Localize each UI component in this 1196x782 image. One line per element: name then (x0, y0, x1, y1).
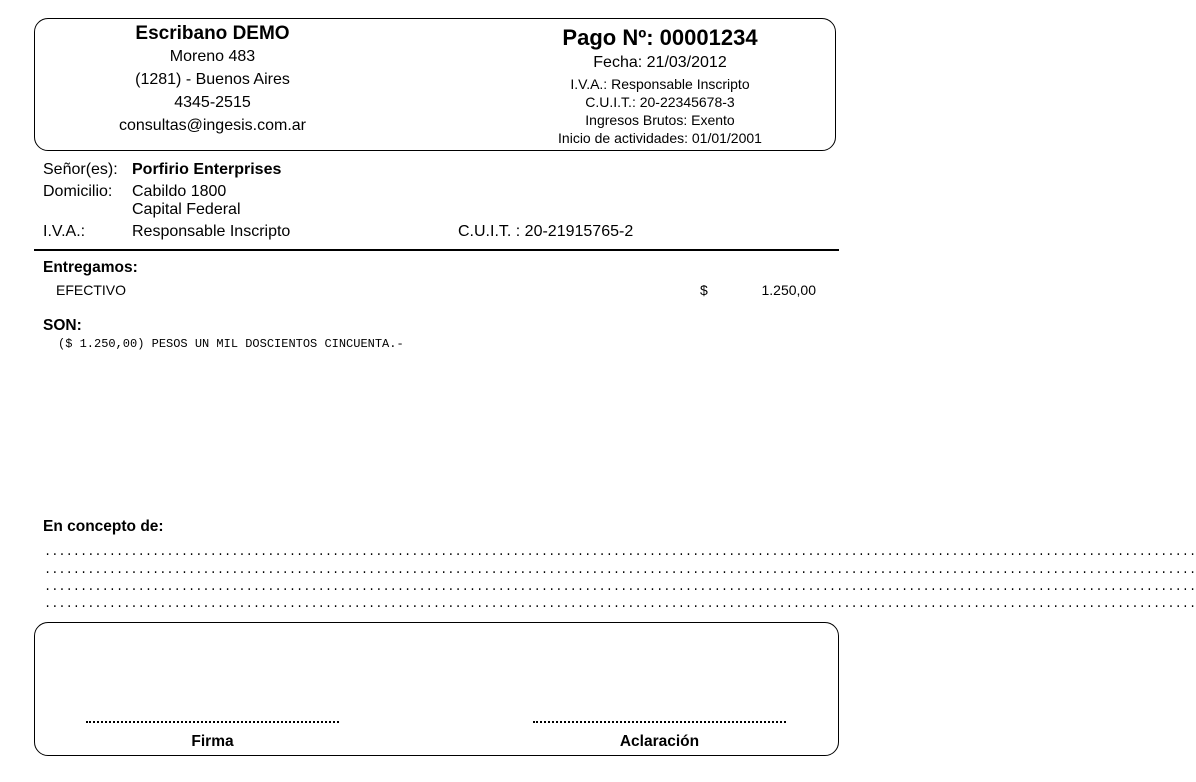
entregamos-heading: Entregamos: (43, 259, 138, 276)
concepto-line-2: ................................................................................................................................................................ (44, 563, 1196, 577)
domicilio-line2: Capital Federal (132, 201, 241, 218)
issuer-phone: 4345-2515 (174, 94, 251, 111)
receipt-inicio: Inicio de actividades: 01/01/2001 (558, 130, 762, 146)
issuer-address: Moreno 483 (169, 48, 256, 65)
domicilio-label: Domicilio: (43, 183, 113, 200)
receipt-cuit: C.U.I.T.: 20-22345678-3 (585, 94, 735, 110)
receipt-date: Fecha: 21/03/2012 (593, 54, 727, 71)
payment-currency: $ (700, 282, 708, 298)
issuer-block (90, 23, 335, 137)
aclaracion-line (533, 721, 786, 723)
concepto-line-1: ................................................................................................................................................................ (44, 545, 1196, 559)
client-cuit: C.U.I.T. : 20-21915765-2 (458, 223, 634, 240)
issuer-city: (1281) - Buenos Aires (135, 71, 290, 88)
receipt-block (520, 24, 800, 147)
concepto-heading: En concepto de: (43, 518, 164, 535)
aclaracion-label: Aclaración (619, 733, 700, 750)
firma-line (86, 721, 339, 723)
son-text: ($ 1.250,00) PESOS UN MIL DOSCIENTOS CINCUENTA.- (58, 337, 404, 351)
firma-label: Firma (191, 733, 234, 750)
senor-label: Señor(es): (43, 161, 118, 178)
domicilio-line1: Cabildo 1800 (132, 183, 227, 200)
son-heading: SON: (43, 317, 82, 334)
receipt-ingresos: Ingresos Brutos: Exento (585, 112, 735, 128)
issuer-email: consultas@ingesis.com.ar (119, 117, 306, 134)
issuer-name: Escribano DEMO (135, 23, 290, 44)
receipt-iva: I.V.A.: Responsable Inscripto (570, 76, 750, 92)
concepto-line-4: ................................................................................................................................................................ (44, 597, 1196, 611)
payment-amount: 1.250,00 (761, 282, 816, 298)
client-iva-label: I.V.A.: (43, 223, 86, 240)
client-iva-value: Responsable Inscripto (132, 223, 291, 240)
section-divider (34, 249, 839, 251)
client-name: Porfirio Enterprises (132, 161, 282, 178)
payment-item: EFECTIVO (56, 282, 127, 298)
concepto-line-3: ................................................................................................................................................................ (44, 580, 1196, 594)
receipt-number: Pago Nº: 00001234 (562, 25, 758, 50)
